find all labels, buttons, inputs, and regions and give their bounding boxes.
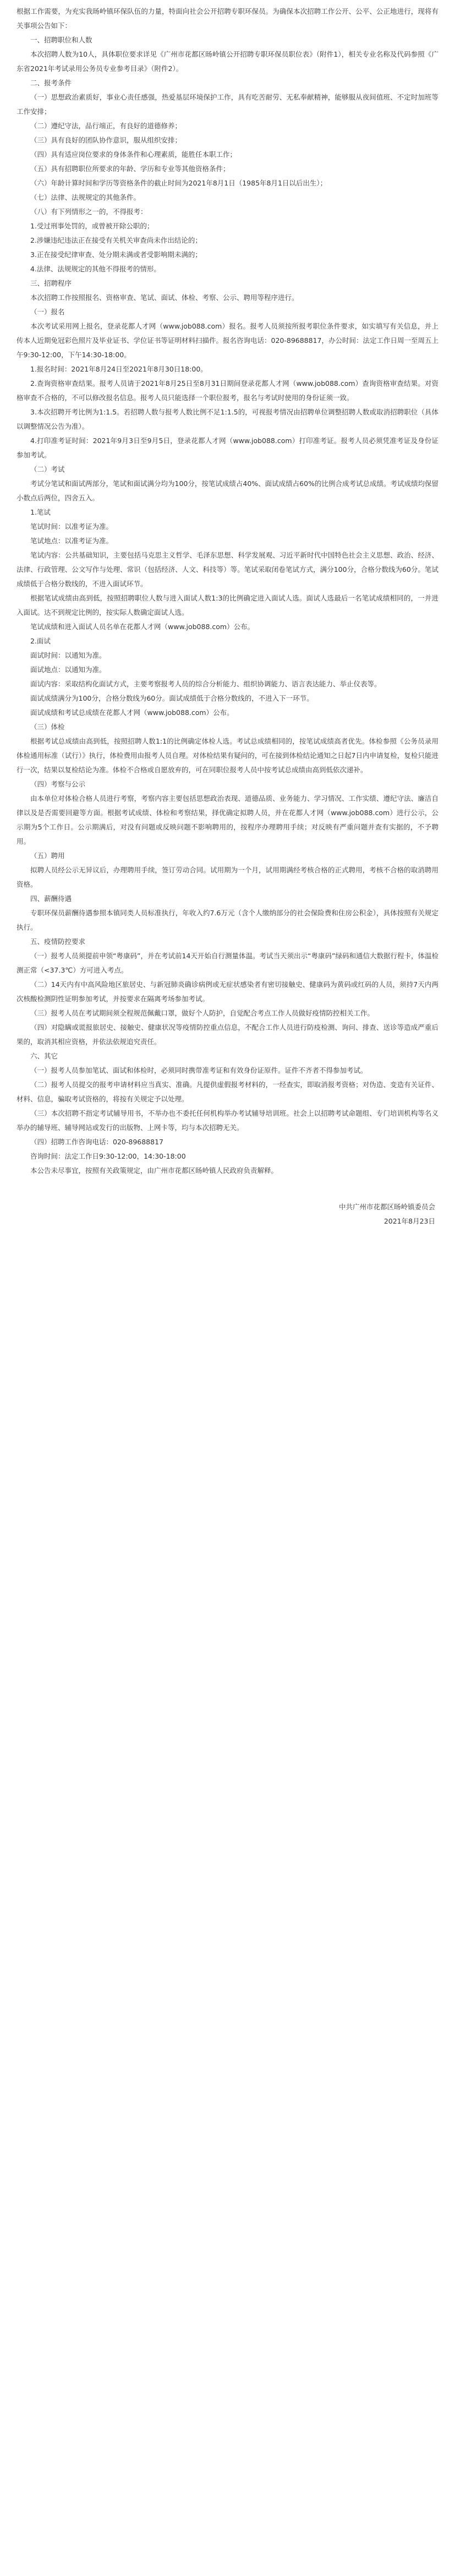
body-paragraph: （一）报名 — [30, 308, 65, 316]
body-paragraph: 本公告未尽事宜，按照有关政策规定，由广州市花都区旸岭镇人民政府负责解释。 — [30, 1166, 278, 1175]
intro-paragraph: 根据工作需要，为充实我旸岭镇环保队伍的力量，特面向社会公开招聘专职环保员。为确保本次招聘工作公开、公平、公正地进行，现将有关事项公告如下： — [17, 7, 438, 30]
body-paragraph: 面试成绩满分为100分，合格分数线为60分。面试成绩低于合格分数线的，不进入下一环节。 — [30, 694, 314, 702]
body-paragraph: 面试时间：以通知为准。 — [30, 651, 106, 659]
body-paragraph: 1.报名时间：2021年8月24日至2021年8月30日18:00。 — [30, 365, 207, 373]
body-paragraph: 1.受过刑事处罚的，或曾被开除公职的； — [30, 222, 154, 230]
body-paragraph: 根据考试总成绩由高到低，按照招聘人数1:1的比例确定体检人选。考试总成绩相同的，按笔试成绩高者优先。体检参照《公务员录用体检通用标准（试行）》执行，体检费用由报考人员自理。对体检结果有疑问的，可在接到体检结论通知之日起7日内申请复检，复检只能进行一次，结果以复检结论为准。体检不合格或自愿放弃的，可在同职位报考人员中按考试总成绩由高到低依次递补。 — [17, 737, 438, 774]
signature-block — [17, 1200, 438, 1229]
body-paragraph: 三、招聘程序 — [30, 279, 72, 287]
issuer-name: 中共广州市花都区旸岭镇委员会 — [338, 1203, 435, 1211]
body-paragraph: 笔试成绩和进入面试人员名单在花都人才网（www.job088.com）公布。 — [30, 623, 255, 631]
body-paragraph: 本次招聘工作按照报名、资格审查、笔试、面试、体检、考察、公示、聘用等程序进行。 — [30, 293, 299, 302]
body-paragraph: （七）法律、法规规定的其他条件。 — [30, 193, 141, 201]
body-paragraph: （八）有下列情形之一的，不得报考： — [30, 208, 147, 216]
body-paragraph: 本次招聘人数为10人，具体职位要求详见《广州市花都区旸岭镇公开招聘专职环保员职位表》（附件1），相关专业名称及代码参照《广东省2021年考试录用公务员专业参考目录》（附件2）。 — [17, 50, 438, 73]
body-paragraph: 拟聘人员经公示无异议后，办理聘用手续，签订劳动合同。试用期为一个月，试用期满经考核合格的正式聘用，考核不合格的取消聘用资格。 — [17, 866, 438, 888]
body-paragraph: 2.查询资格审查结果。报考人员请于2021年8月25日至8月31日期间登录花都人才网（www.job088.com）查询资格审查结果。对资格审查不合格的，不可以修改报名信息。报考人员只能选择一个职位报考，报名与考试时使用的身份证须一致。 — [17, 379, 438, 402]
body-paragraph: （三）具有良好的团队协作意识，服从组织安排； — [30, 136, 182, 144]
body-paragraph: 4.法律、法规规定的其他不得报考的情形。 — [30, 265, 161, 273]
body-paragraph: 咨询时间：法定工作日9:30-12:00，14:30-18:00 — [30, 1152, 186, 1160]
body-paragraph: （五）具有招聘职位所要求的年龄、学历和专业等其他资格条件； — [30, 165, 230, 173]
body-paragraph: 面试地点：以通知为准。 — [30, 665, 106, 674]
body-paragraph: （一）思想政治素质好，事业心责任感强，热爱基层环境保护工作，具有吃苦耐劳、无私奉献精神，能够服从夜间值班、不定时加班等工作安排； — [17, 93, 438, 116]
body-paragraph: 3.正在接受纪律审查、处分期未满或者受影响期未满的； — [30, 250, 202, 259]
body-paragraph: （五）聘用 — [30, 852, 65, 860]
body-paragraph: 六、其它 — [30, 1052, 58, 1060]
body-paragraph: （三）体检 — [30, 723, 65, 731]
issue-date: 2021年8月23日 — [383, 1217, 435, 1225]
body-paragraph: 四、薪酬待遇 — [30, 894, 72, 903]
announcement-body — [17, 4, 438, 1178]
body-paragraph: （六）年龄计算时间和学历等资格条件的截止时间为2021年8月1日（1985年8月1日以后出生）； — [30, 179, 327, 187]
body-paragraph: 笔试内容：公共基础知识，主要包括马克思主义哲学、毛泽东思想、科学发展观、习近平新时代中国特色社会主义思想、政治、经济、法律、行政管理、公文写作与处理、常识（包括经济、人文、科技等）等。笔试采取闭卷笔试方式，满分100分，合格分数线为60分。笔试成绩低于合格分数线的，不进入面试环节。 — [17, 551, 438, 588]
body-paragraph: 4.打印准考证时间：2021年9月3日至9月5日，登录花都人才网（www.job088.com）打印准考证。报考人员必须凭准考证及身份证参加考试。 — [17, 436, 438, 459]
body-paragraph: （四）考察与公示 — [30, 780, 86, 788]
body-paragraph: （三）本次招聘不指定考试辅导用书，不举办也不委托任何机构举办考试辅导培训班。社会上以招聘考试命题组、专门培训机构等名义举办的辅导班、辅导网站或发行的出版物、上网卡等，均与本次招聘无关。 — [17, 1109, 438, 1132]
body-paragraph: 面试成绩和考试总成绩在花都人才网（www.job088.com）公布。 — [30, 708, 234, 717]
body-paragraph: 本次考试采用网上报名，登录花都人才网（www.job088.com）报名。报考人员须按所报考职位条件要求，如实填写有关信息，并上传本人近期免冠彩色照片及毕业证书、学位证书等证明材料扫描件。报名咨询电话：020-89688817，办公时间：法定工作日周一至周五上午9:30-12:00，下午14:30-18:00。 — [17, 322, 438, 359]
body-paragraph: （二）考试 — [30, 465, 65, 473]
body-paragraph: （三）报考人员在考试期间须全程规范佩戴口罩，做好个人防护，自觉配合考点工作人员做好疫情防控相关工作。 — [30, 1009, 375, 1017]
body-paragraph: 由本单位对体检合格人员进行考察，考察内容主要包括思想政治表现、道德品质、业务能力、学习情况、工作实绩、遵纪守法、廉洁自律以及是否需要回避等方面。根据考试成绩、体检和考察结果，择优确定拟聘人员，并在花都人才网（www.job088.com）进行公示，公示期为5个工作日。公示期满后，对没有问题或反映问题不影响聘用的，按程序办理聘用手续；对反映有严重问题并查有实据的，不予聘用。 — [17, 794, 438, 845]
body-paragraph: 2.面试 — [30, 637, 51, 645]
body-paragraph: （一）报考人员参加笔试、面试和体检时，必须同时携带准考证和有效身份证原件。证件不齐者不得参加考试。 — [30, 1066, 368, 1074]
body-paragraph: 笔试地点：以准考证为准。 — [30, 537, 113, 545]
body-paragraph: 二、报考条件 — [30, 79, 72, 87]
body-paragraph: 根据笔试成绩由高到低，按照招聘职位人数与进入面试人数1:3的比例确定进入面试人选。面试人选最后一名笔试成绩相同的，一并进入面试。达不到规定比例的，按实际人数确定面试人选。 — [17, 594, 438, 616]
body-paragraph: （四）具有适应岗位要求的身体条件和心理素质，能胜任本职工作； — [30, 150, 237, 159]
body-paragraph: 一、招聘职位和人数 — [30, 36, 92, 44]
body-paragraph: 1.笔试 — [30, 508, 51, 516]
body-paragraph: （一）报考人员须提前申领“粤康码”，并在考试前14天开始自行测量体温。考试当天须出示“粤康码”绿码和通信大数据行程卡，体温检测正常（<37.3℃）方可进入考点。 — [17, 952, 438, 974]
body-paragraph: 五、疫情防控要求 — [30, 937, 86, 946]
body-paragraph: 专职环保员薪酬待遇参照本镇同类人员标准执行，年收入约7.6万元（含个人缴纳部分的社会保险费和住房公积金），具体按照有关规定执行。 — [17, 909, 438, 931]
body-paragraph: （二）遵纪守法，品行端正，有良好的道德修养； — [30, 122, 182, 130]
body-paragraph: 笔试时间：以准考证为准。 — [30, 522, 113, 531]
body-paragraph: 考试分笔试和面试两部分，笔试和面试满分均为100分，按笔试成绩占40%、面试成绩占60%的比例合成考试总成绩。考试成绩均保留小数点后两位，四舍五入。 — [17, 479, 438, 502]
body-paragraph: （四）招聘工作咨询电话：020-89688817 — [30, 1138, 163, 1146]
body-paragraph: 2.涉嫌违纪违法正在接受有关机关审查尚未作出结论的； — [30, 236, 202, 244]
body-paragraph: 3.本次招聘开考比例为1:1.5。若招聘人数与报考人数比例不足1:1.5的，可视报考情况由招聘单位调整招聘人数或取消招聘职位（具体以调整情况公告为准）。 — [17, 408, 438, 430]
body-paragraph: （二）报考人员提交的报考申请材料应当真实、准确。凡提供虚假报考材料的，一经查实，即取消报考资格；对伪造、变造有关证件、材料、信息，骗取考试资格的，将按有关规定予以处理。 — [17, 1080, 438, 1103]
body-paragraph: （四）对隐瞒或谎报旅居史、接触史、健康状况等疫情防控重点信息，不配合工作人员进行防疫检测、询问、排查、送诊等造成严重后果的，取消其相应资格，并依法依规追究责任。 — [17, 1023, 438, 1046]
body-paragraph: （二）14天内有中高风险地区旅居史、与新冠肺炎确诊病例或无症状感染者有密切接触史、健康码为黄码或红码的人员，须持7天内两次核酸检测阴性证明参加考试，并按要求在隔离考场参加考试。 — [17, 980, 438, 1003]
body-paragraph: 面试内容：采取结构化面试方式，主要考察报考人员的综合分析能力、组织协调能力、语言表达能力、举止仪表等。 — [30, 680, 381, 688]
